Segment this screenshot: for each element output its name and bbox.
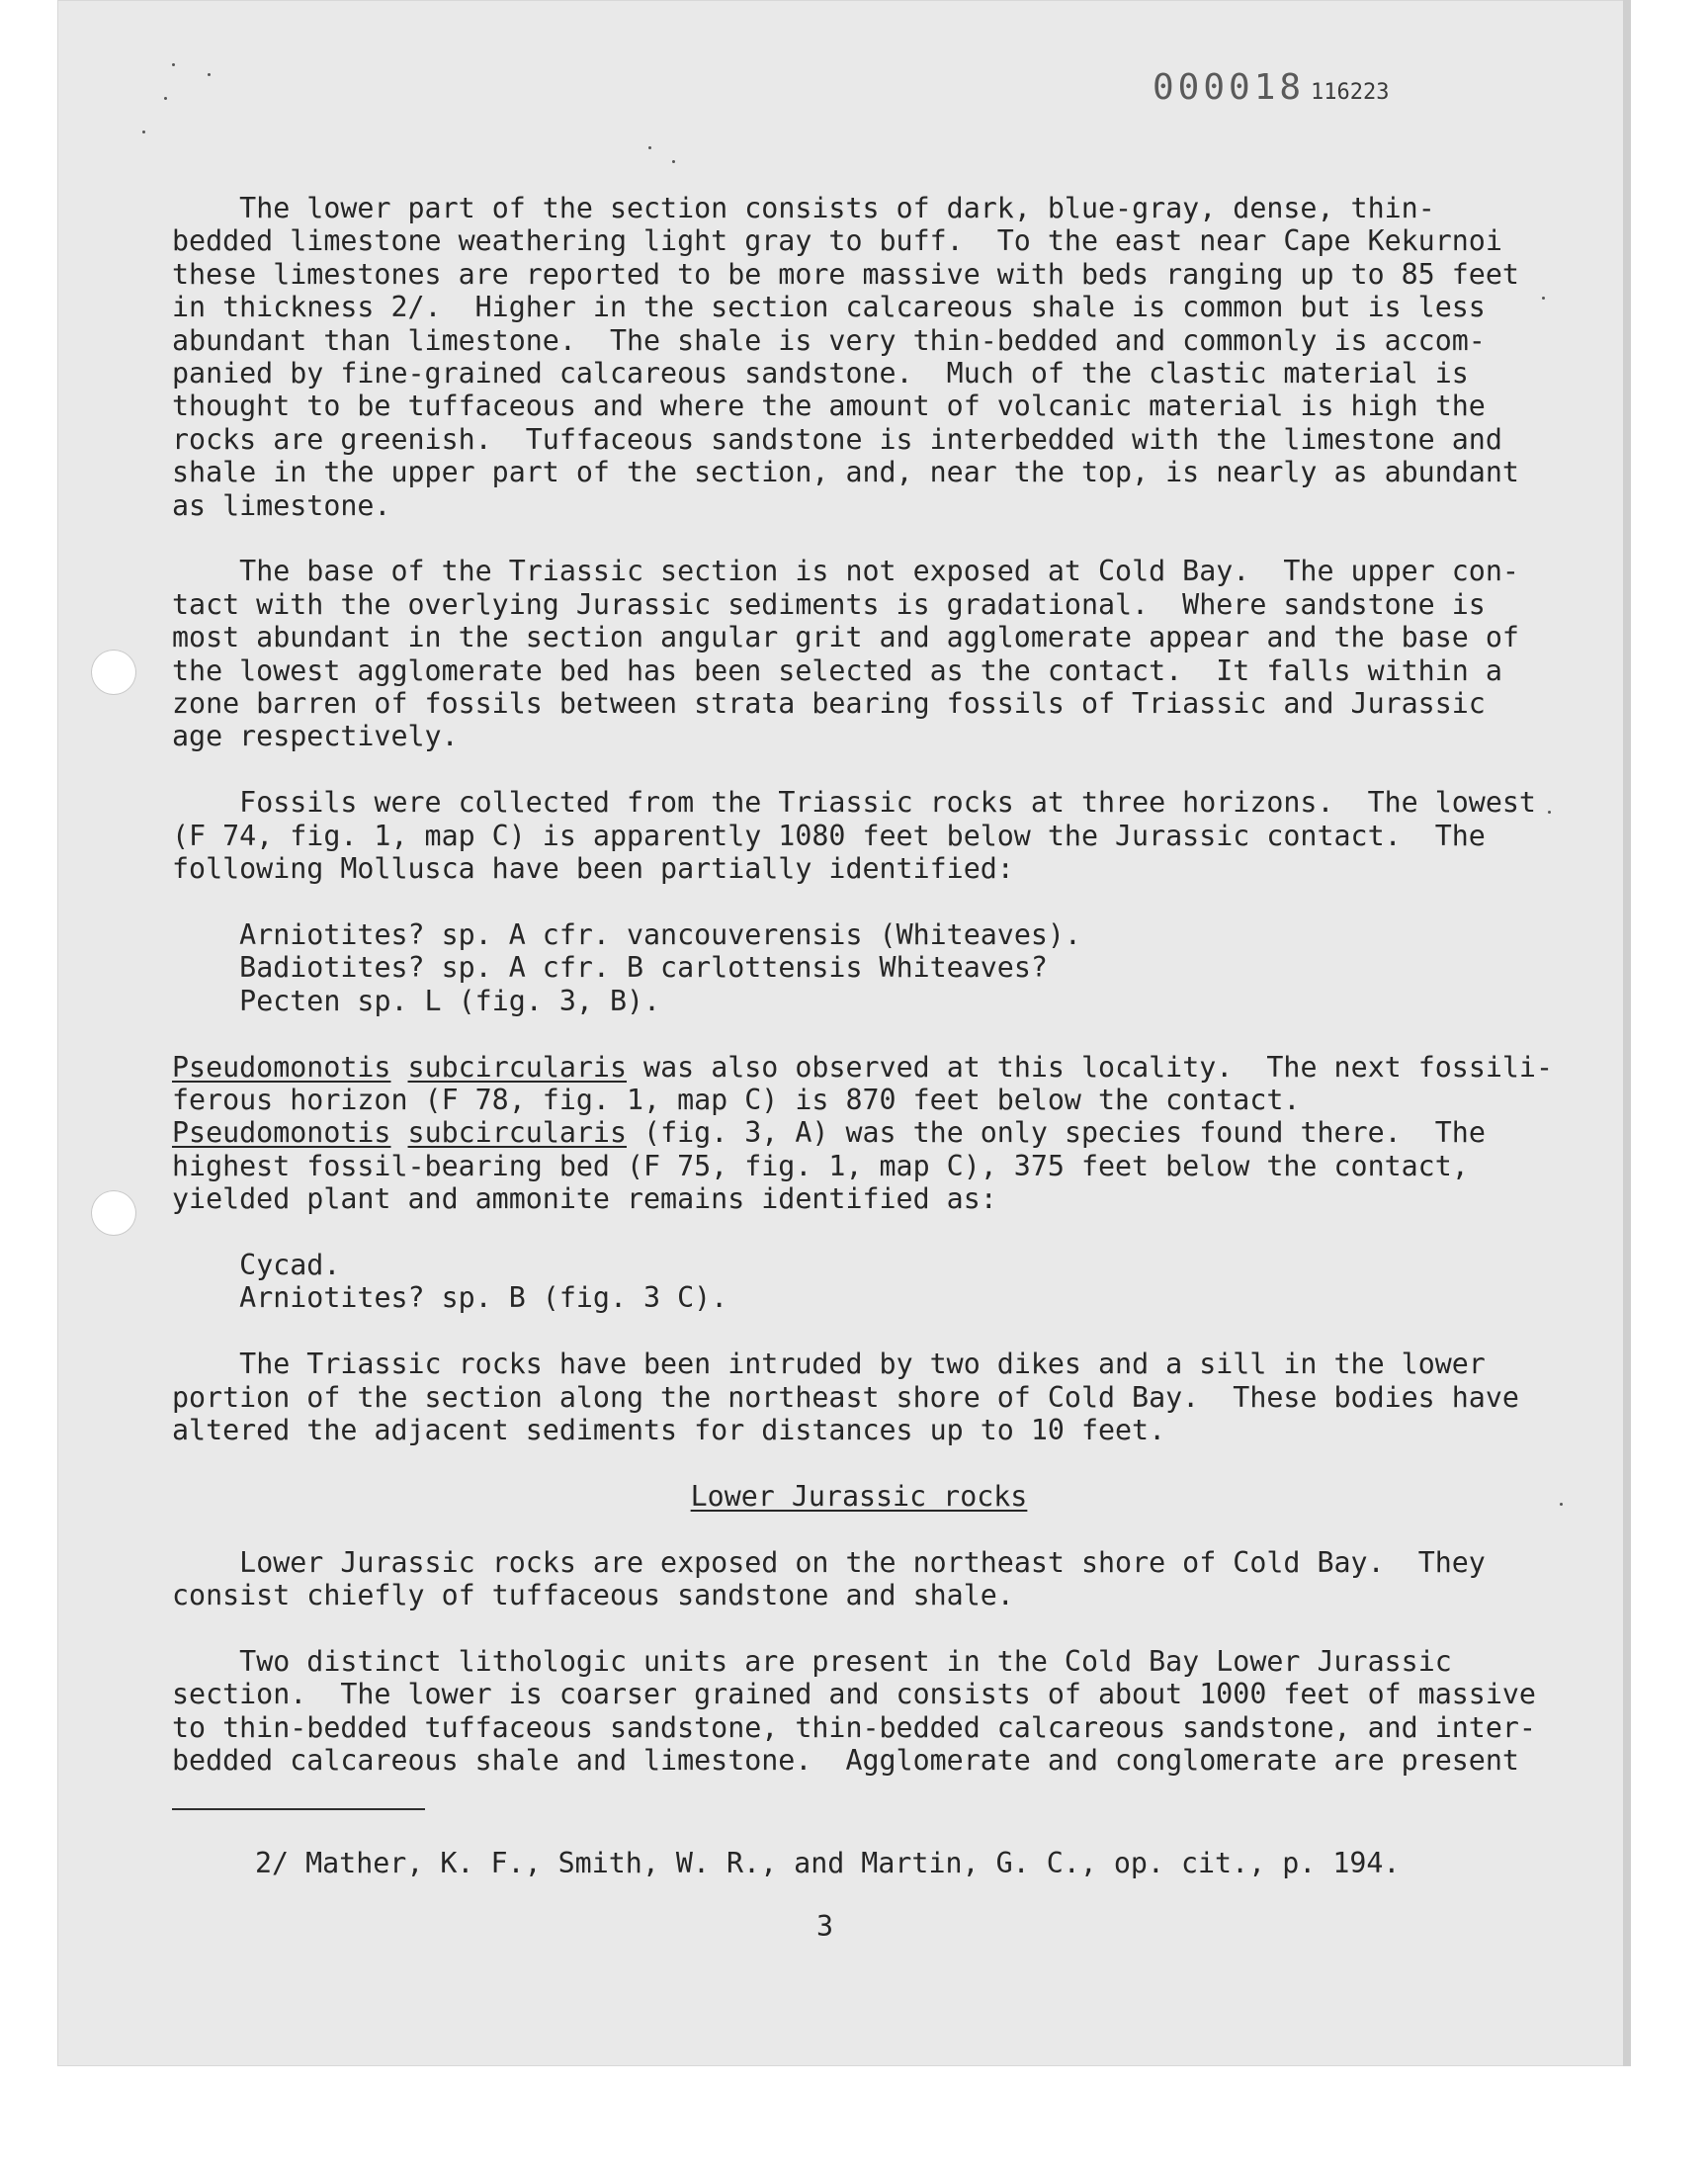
text-line: Two distinct lithologic units are present in the Cold Bay Lower Jurassic	[239, 1644, 1452, 1678]
text-line: following Mollusca have been partially identified:	[172, 852, 1014, 886]
paragraph-lower-jurassic	[172, 1546, 1546, 1612]
text-line: these limestones are reported to be more massive with beds ranging up to 85 feet	[172, 257, 1519, 291]
speck	[1548, 811, 1551, 814]
speck	[672, 160, 675, 163]
text-line: yielded plant and ammonite remains identified as:	[172, 1182, 997, 1216]
speck	[142, 130, 145, 133]
text-line: section. The lower is coarser grained and consists of about 1000 feet of massive	[172, 1678, 1536, 1711]
text-line: consist chiefly of tuffaceous sandstone and shale.	[172, 1578, 1014, 1611]
list-item: Badiotites? sp. A cfr. B carlottensis Whiteaves?	[239, 951, 1048, 985]
text-line: portion of the section along the northeast shore of Cold Bay. These bodies have	[172, 1380, 1519, 1414]
text-line: ferous horizon (F 78, fig. 1, map C) is 870 feet below the contact.	[172, 1083, 1301, 1116]
text-line: The Triassic rocks have been intruded by two dikes and a sill in the lower	[239, 1348, 1486, 1381]
text-line: age respectively.	[172, 720, 459, 753]
text-line: shale in the upper part of the section, and, near the top, is nearly as abundant	[172, 456, 1519, 489]
text-line: bedded limestone weathering light gray to buff. To the east near Cape Kekurnoi	[172, 224, 1502, 258]
list-item: Pecten sp. L (fig. 3, B).	[239, 984, 661, 1017]
stamp-sub-number: 116223	[1311, 80, 1390, 105]
text-line: to thin-bedded tuffaceous sandstone, thin-bedded calcareous sandstone, and inter-	[172, 1710, 1536, 1744]
paragraph-limestone	[172, 192, 1546, 522]
paragraph-pseudomonotis	[172, 1050, 1554, 1216]
body-text	[172, 192, 1554, 1777]
footnote-rule	[172, 1808, 425, 1810]
footnote: 2/ Mather, K. F., Smith, W. R., and Martin, G. C., op. cit., p. 194.	[255, 1847, 1401, 1879]
text-line: abundant than limestone. The shale is very thin-bedded and commonly is accom-	[172, 323, 1486, 357]
punch-hole-top	[91, 650, 136, 695]
text-line: The lower part of the section consists of dark, blue-gray, dense, thin-	[239, 192, 1435, 224]
speck	[164, 97, 167, 100]
speck	[648, 146, 651, 149]
paragraph-triassic-base	[172, 555, 1546, 752]
list-item: Arniotites? sp. A cfr. vancouverensis (Whiteaves).	[239, 917, 1081, 951]
paragraph-fossils	[172, 786, 1546, 885]
text-line: (F 74, fig. 1, map C) is apparently 1080 feet below the Jurassic contact. The	[172, 819, 1486, 852]
paragraph-intrusions	[172, 1348, 1546, 1446]
text-line: altered the adjacent sediments for distances up to 10 feet.	[172, 1413, 1166, 1446]
speck	[172, 63, 175, 66]
speck	[1560, 1503, 1563, 1506]
text-line: Pseudomonotis subcircularis (fig. 3, A) was the only species found there. The	[172, 1116, 1486, 1150]
text-line: Fossils were collected from the Triassic rocks at three horizons. The lowest	[239, 786, 1536, 820]
list-item: Cycad.	[239, 1248, 341, 1281]
text-line: in thickness 2/. Higher in the section calcareous shale is common but is less	[172, 291, 1486, 324]
text-line: most abundant in the section angular grit and agglomerate appear and the base of	[172, 621, 1519, 654]
fossil-list-highest	[172, 1249, 1546, 1315]
text-line: tact with the overlying Jurassic sediments is gradational. Where sandstone is	[172, 587, 1486, 621]
text-line: bedded calcareous shale and limestone. Agglomerate and conglomerate are present	[172, 1743, 1519, 1777]
text-line: rocks are greenish. Tuffaceous sandstone is interbedded with the limestone and	[172, 422, 1502, 456]
section-heading: Lower Jurassic rocks	[690, 1479, 1028, 1513]
text-line: The base of the Triassic section is not exposed at Cold Bay. The upper con-	[239, 555, 1519, 588]
text-line: highest fossil-bearing bed (F 75, fig. 1, map C), 375 feet below the contact,	[172, 1149, 1469, 1182]
text-line: Lower Jurassic rocks are exposed on the northeast shore of Cold Bay. They	[239, 1545, 1486, 1579]
paragraph-lithologic-units	[172, 1645, 1546, 1778]
text-line: panied by fine-grained calcareous sandstone. Much of the clastic material is	[172, 357, 1469, 391]
text-line: as limestone.	[172, 488, 391, 522]
stamp-number: 000018	[1153, 67, 1306, 108]
punch-hole-bottom	[91, 1190, 136, 1236]
text-line: the lowest agglomerate bed has been selected as the contact. It falls within a	[172, 653, 1502, 687]
list-item: Arniotites? sp. B (fig. 3 C).	[239, 1281, 728, 1315]
page-number: 3	[816, 1910, 834, 1943]
text-line: Pseudomonotis subcircularis was also observed at this locality. The next fossili-	[172, 1050, 1554, 1084]
text-line: zone barren of fossils between strata bearing fossils of Triassic and Jurassic	[172, 687, 1486, 721]
text-line: thought to be tuffaceous and where the amount of volcanic material is high the	[172, 390, 1486, 423]
speck	[208, 73, 211, 76]
document-stamp-number	[1153, 67, 1390, 108]
fossil-list-lowest	[172, 918, 1546, 1017]
